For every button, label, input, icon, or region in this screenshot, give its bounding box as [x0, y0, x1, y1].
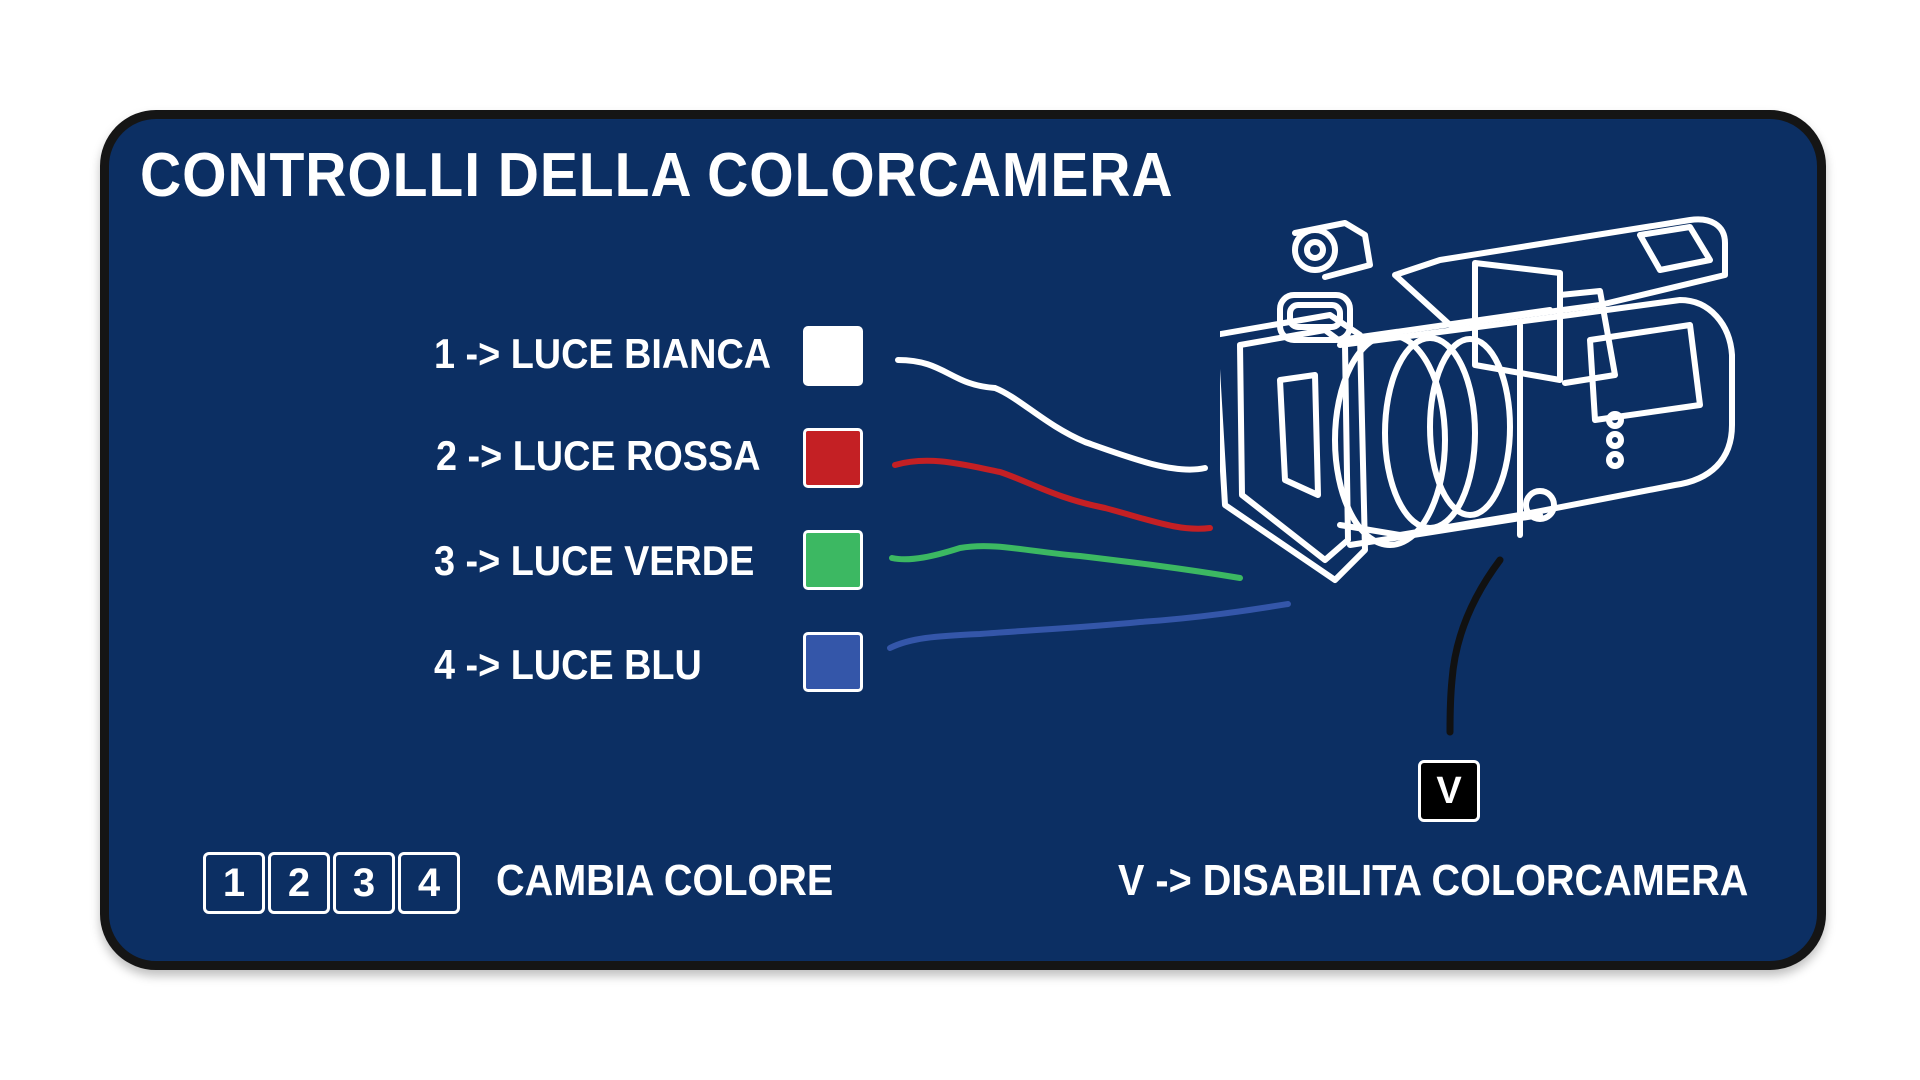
page-title: CONTROLLI DELLA COLORCAMERA	[140, 141, 1174, 210]
number-keys	[203, 852, 460, 914]
key-1: 1	[203, 852, 265, 914]
disable-colorcamera-label: V -> DISABILITA COLORCAMERA	[1118, 856, 1749, 905]
option-label-white: 1 -> LUCE BIANCA	[434, 330, 772, 377]
option-label-red: 2 -> LUCE ROSSA	[436, 432, 761, 479]
white-wire	[898, 360, 1205, 470]
change-color-label: CAMBIA COLORE	[496, 856, 834, 905]
option-label-blue: 4 -> LUCE BLU	[434, 641, 702, 688]
camcorder-icon	[1220, 205, 1790, 625]
v-key: V	[1418, 760, 1480, 822]
option-label-green: 3 -> LUCE VERDE	[434, 537, 755, 584]
key-4: 4	[398, 852, 460, 914]
green-wire	[892, 546, 1240, 578]
red-wire	[895, 461, 1210, 529]
key-3: 3	[333, 852, 395, 914]
key-2: 2	[268, 852, 330, 914]
